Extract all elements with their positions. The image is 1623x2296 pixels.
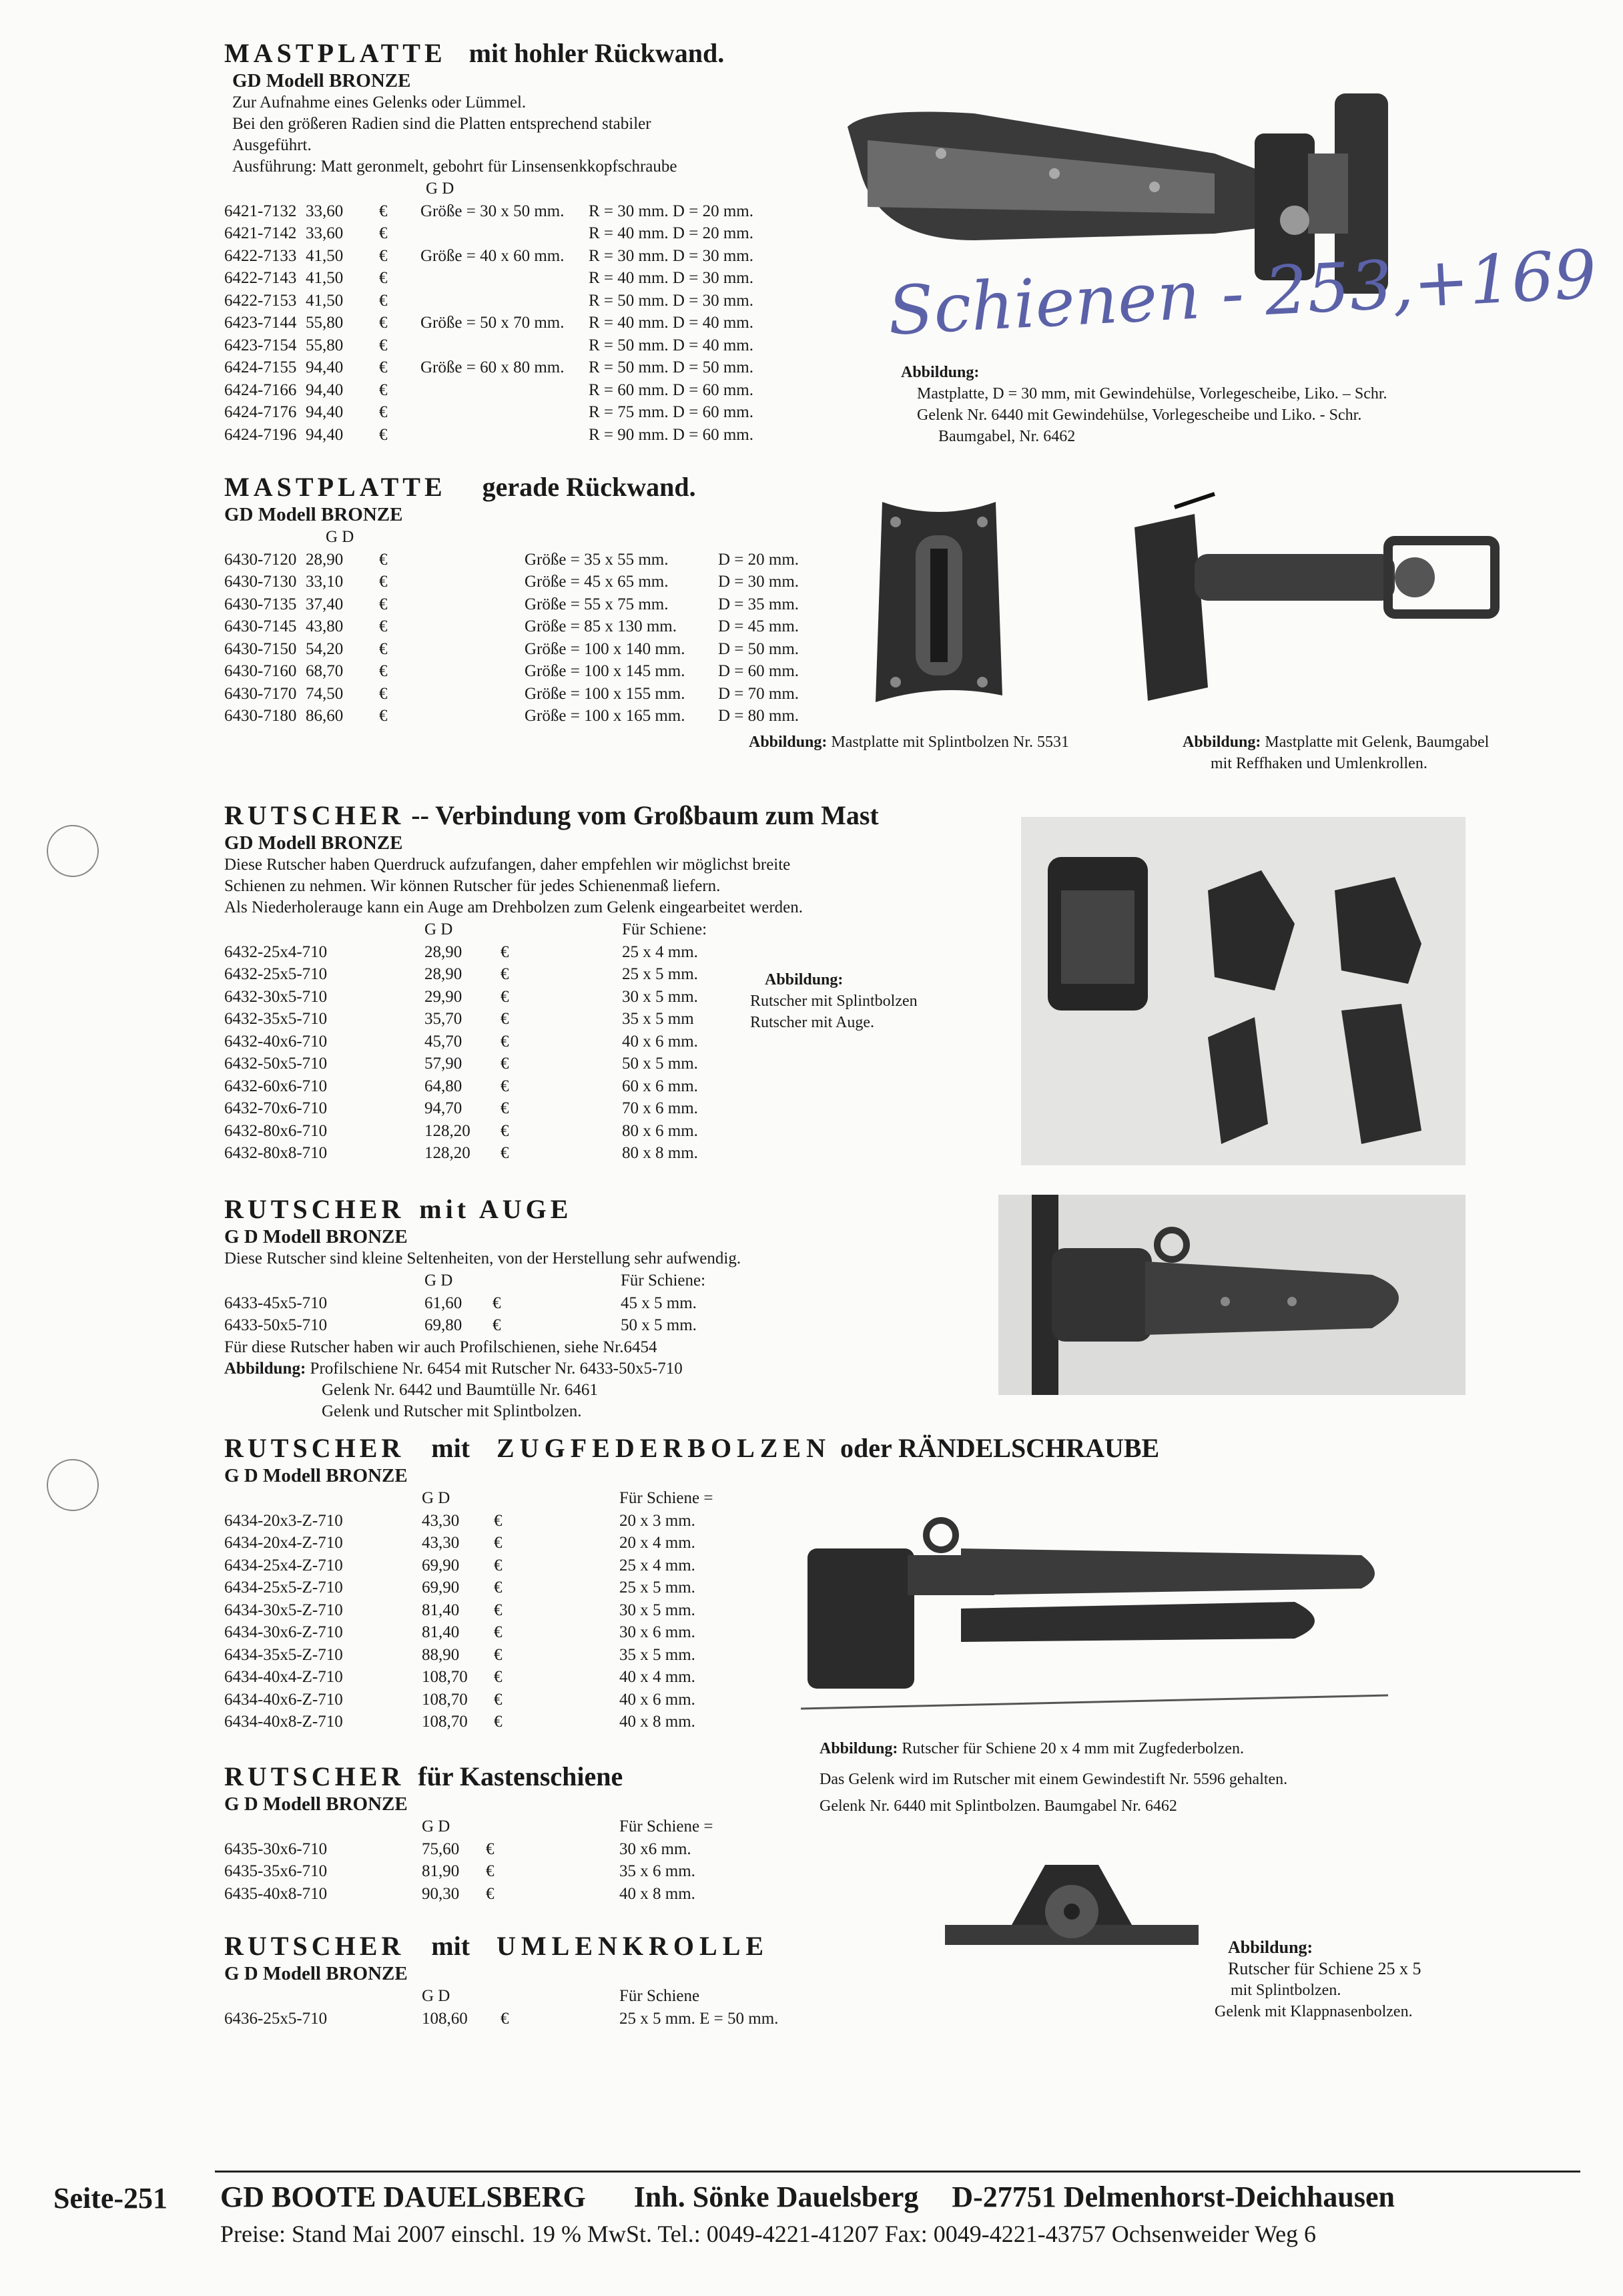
article-code: 6434-30x6-Z-710 [224, 1623, 343, 1641]
table-row [224, 290, 838, 312]
rail: 40 x 8 mm. [619, 1884, 695, 1903]
price: 75,60 [422, 1839, 460, 1858]
table-row [224, 222, 838, 245]
price: 41,50 [306, 291, 344, 310]
currency: € [379, 380, 388, 399]
article-code: 6430-7170 [224, 684, 297, 703]
rail: 80 x 8 mm. [622, 1144, 698, 1162]
currency: € [379, 314, 388, 332]
spec: R = 90 mm. D = 60 mm. [589, 425, 753, 444]
price: 45,70 [424, 1032, 462, 1051]
price: 28,90 [306, 550, 344, 569]
price: 94,40 [306, 380, 344, 399]
article-code: 6432-25x5-710 [224, 965, 328, 983]
article-code: 6433-45x5-710 [224, 1294, 328, 1312]
currency: € [494, 1601, 503, 1619]
section-mastplatte-straight [224, 471, 838, 728]
price: 43,80 [306, 617, 344, 635]
spec: D = 60 mm. [718, 662, 799, 680]
article-code: 6434-30x5-Z-710 [224, 1601, 343, 1619]
description: Diese Rutscher sind kleine Seltenheiten, von der Herstellung sehr aufwendig. [224, 1249, 741, 1267]
article-code: 6422-7153 [224, 291, 297, 310]
rail: 45 x 5 mm. [621, 1294, 697, 1312]
article-code: 6434-40x8-Z-710 [224, 1713, 343, 1731]
price: 57,90 [424, 1055, 462, 1073]
table-row [224, 1075, 992, 1098]
article-code: 6432-35x5-710 [224, 1010, 328, 1028]
currency: € [379, 291, 388, 310]
table-row [224, 1097, 992, 1120]
rail: 50 x 5 mm. [621, 1316, 697, 1334]
currency: € [501, 1055, 509, 1073]
table-row [224, 1142, 992, 1165]
currency: € [494, 1713, 503, 1731]
column-header: G D Für Schiene = [422, 1489, 713, 1507]
article-code: 6424-7176 [224, 403, 297, 421]
rail: 40 x 6 mm. [622, 1032, 698, 1051]
section-rutscher-auge [224, 1193, 1025, 1422]
price: 88,90 [422, 1645, 460, 1664]
article-code: 6434-20x3-Z-710 [224, 1511, 343, 1530]
size: Größe = 60 x 80 mm. [420, 358, 565, 376]
table-row [224, 1120, 992, 1143]
rail: 25 x 4 mm. [619, 1556, 695, 1574]
product-photo-rutscher-auge [998, 1195, 1466, 1395]
article-code: 6432-25x4-710 [224, 942, 328, 961]
article-code: 6424-7166 [224, 380, 297, 399]
price: 86,60 [306, 707, 344, 725]
article-code: 6430-7130 [224, 573, 297, 591]
model-line: GD Modell BRONZE [224, 832, 403, 854]
rail: 60 x 6 mm. [622, 1077, 698, 1095]
column-header: G D Für Schiene: [424, 1271, 706, 1289]
model-line: G D Modell BRONZE [224, 1465, 408, 1486]
product-photo-mastplatte-splintbolzen [869, 495, 1009, 709]
spec: R = 40 mm. D = 40 mm. [589, 314, 753, 332]
section-title: RUTSCHER mit AUGE [224, 1194, 573, 1224]
price-table [224, 1838, 838, 1906]
currency: € [379, 425, 388, 444]
caption-mastplatte-gelenk: Abbildung: Mastplatte mit Gelenk, Baumgabel mit Reffhaken und Umlenkrollen. [1183, 734, 1490, 772]
currency: € [494, 1623, 503, 1641]
rail: 20 x 3 mm. [619, 1511, 695, 1530]
table-row [224, 638, 838, 661]
caption-mastplatte-splintbolzen: Abbildung: Mastplatte mit Splintbolzen Nr. 5531 [749, 734, 1070, 751]
currency: € [494, 1511, 503, 1530]
price: 54,20 [306, 639, 344, 658]
product-photo-rutscher-zugfeder [787, 1508, 1401, 1722]
price: 33,10 [306, 573, 344, 591]
product-photo-mastplatte-gelenk-baumgabel [1108, 487, 1522, 707]
rail: 80 x 6 mm. [622, 1121, 698, 1140]
currency: € [379, 246, 388, 265]
table-row [224, 312, 838, 334]
description: Zur Aufnahme eines Gelenks oder Lümmel. Bei den größeren Radien sind die Platten entsprechend stabiler Ausgeführt. Ausführung: Matt geronmelt, gebohrt für Linsensenkkopfschraube [232, 93, 677, 176]
article-code: 6435-35x6-710 [224, 1862, 328, 1880]
price-table [224, 2008, 958, 2030]
currency: € [501, 1032, 509, 1051]
price: 108,70 [422, 1668, 468, 1686]
table-row [224, 379, 838, 402]
price: 108,60 [422, 2009, 468, 2028]
size: Größe = 100 x 145 mm. [525, 662, 685, 680]
column-header: G D [326, 528, 354, 546]
price: 28,90 [424, 942, 462, 961]
article-code: 6430-7160 [224, 662, 297, 680]
price: 94,40 [306, 425, 344, 444]
spec: D = 20 mm. [718, 550, 799, 569]
rail: 25 x 5 mm. [622, 965, 698, 983]
table-row [224, 1860, 838, 1883]
article-code: 6436-25x5-710 [224, 2009, 328, 2028]
price: 33,60 [306, 202, 344, 220]
currency: € [493, 1316, 501, 1334]
page-number: Seite-251 [53, 2182, 168, 2215]
description: Diese Rutscher haben Querdruck aufzufangen, daher empfehlen wir möglichst breite Schienen zu nehmen. Wir können Rutscher für jedes Schienenmaß liefern. Als Niederholerauge kann ein Auge am Drehbolzen zum Gelenk eingearbeitet werden. [224, 856, 803, 916]
currency: € [379, 662, 388, 680]
currency: € [494, 1645, 503, 1664]
rail: 40 x 8 mm. [619, 1713, 695, 1731]
caption-rutscher: Abbildung: Rutscher mit Splintbolzen Rutscher mit Auge. [750, 971, 918, 1031]
currency: € [486, 1884, 495, 1903]
article-code: 6430-7150 [224, 639, 297, 658]
spec: D = 70 mm. [718, 684, 799, 703]
table-row [224, 549, 838, 571]
caption-rutscher-zugfeder: Abbildung: Rutscher für Schiene 20 x 4 mm mit Zugfederbolzen. Das Gelenk wird im Rutscher mit einem Gewindestift Nr. 5596 gehalten. Gelenk Nr. 6440 mit Splintbolzen. Baumgabel Nr. 6462 [820, 1740, 1288, 1815]
currency: € [501, 1144, 509, 1162]
price: 61,60 [424, 1294, 462, 1312]
article-code: 6432-40x6-710 [224, 1032, 328, 1051]
currency: € [501, 1077, 509, 1095]
article-code: 6430-7180 [224, 707, 297, 725]
section-title: MASTPLATTE mit hohler Rückwand. [224, 38, 725, 68]
spec: R = 30 mm. D = 30 mm. [589, 246, 753, 265]
price: 81,40 [422, 1601, 460, 1619]
price: 29,90 [424, 987, 462, 1006]
spec: D = 30 mm. [718, 573, 799, 591]
article-code: 6432-70x6-710 [224, 1099, 328, 1117]
table-row [224, 356, 838, 379]
price: 108,70 [422, 1690, 468, 1709]
table-row [224, 424, 838, 447]
product-photo-rutscher-umlenkrolle [945, 1851, 1199, 1978]
currency: € [494, 1668, 503, 1686]
currency: € [493, 1294, 501, 1312]
currency: € [501, 1010, 509, 1028]
price: 128,20 [424, 1144, 470, 1162]
currency: € [501, 942, 509, 961]
price: 94,70 [424, 1099, 462, 1117]
rail: 40 x 6 mm. [619, 1690, 695, 1709]
price: 128,20 [424, 1121, 470, 1140]
size: Größe = 100 x 165 mm. [525, 707, 685, 725]
price: 69,90 [422, 1556, 460, 1574]
price-table [224, 200, 838, 447]
currency: € [501, 987, 509, 1006]
currency: € [379, 684, 388, 703]
table-row [224, 571, 838, 593]
size: Größe = 40 x 60 mm. [420, 246, 565, 265]
size: Größe = 85 x 130 mm. [525, 617, 677, 635]
spec: R = 30 mm. D = 20 mm. [589, 202, 753, 220]
spec: R = 40 mm. D = 30 mm. [589, 269, 753, 287]
rail: 30 x 5 mm. [622, 987, 698, 1006]
currency: € [379, 550, 388, 569]
section-mastplatte-hollow [224, 37, 838, 446]
section-rutscher-kasten [224, 1761, 838, 1905]
currency: € [379, 639, 388, 658]
rail: 35 x 6 mm. [619, 1862, 695, 1880]
spec: D = 35 mm. [718, 595, 799, 613]
price: 35,70 [424, 1010, 462, 1028]
price: 81,40 [422, 1623, 460, 1641]
caption-rutscher-umlenkrolle: Abbildung: Rutscher für Schiene 25 x 5 mit Splintbolzen. Gelenk mit Klappnasenbolzen. [1215, 1938, 1421, 2020]
rail: 35 x 5 mm. [619, 1645, 695, 1664]
model-line: GD Modell BRONZE [232, 70, 411, 91]
currency: € [486, 1839, 495, 1858]
article-code: 6435-40x8-710 [224, 1884, 328, 1903]
price: 41,50 [306, 269, 344, 287]
article-code: 6422-7143 [224, 269, 297, 287]
currency: € [379, 358, 388, 376]
article-code: 6423-7144 [224, 314, 297, 332]
price: 69,90 [422, 1579, 460, 1597]
section-title: RUTSCHER -- Verbindung vom Großbaum zum Mast [224, 800, 879, 830]
price: 69,80 [424, 1316, 462, 1334]
spec: R = 60 mm. D = 60 mm. [589, 380, 753, 399]
currency: € [379, 403, 388, 421]
spec: R = 75 mm. D = 60 mm. [589, 403, 753, 421]
price: 74,50 [306, 684, 344, 703]
currency: € [379, 202, 388, 220]
currency: € [501, 1121, 509, 1140]
size: Größe = 55 x 75 mm. [525, 595, 669, 613]
rail: 25 x 5 mm. [619, 1579, 695, 1597]
article-code: 6434-25x5-Z-710 [224, 1579, 343, 1597]
currency: € [379, 573, 388, 591]
punch-hole [47, 825, 99, 877]
model-line: G D Modell BRONZE [224, 1793, 408, 1815]
section-title: RUTSCHER mit UMLENKROLLE [224, 1931, 769, 1961]
currency: € [494, 1690, 503, 1709]
table-row [224, 2008, 958, 2030]
currency: € [501, 1099, 509, 1117]
rail: 20 x 4 mm. [619, 1534, 695, 1552]
rail: 40 x 4 mm. [619, 1668, 695, 1686]
column-header: G D Für Schiene: [424, 920, 707, 938]
table-row [224, 615, 838, 638]
price-table [224, 549, 838, 728]
currency: € [379, 269, 388, 287]
size: Größe = 45 x 65 mm. [525, 573, 669, 591]
section-rutscher-umlenkrolle [224, 1930, 958, 2030]
size: Größe = 50 x 70 mm. [420, 314, 565, 332]
table-row [224, 267, 838, 290]
footer-contact: Preise: Stand Mai 2007 einschl. 19 % MwSt. Tel.: 0049-4221-41207 Fax: 0049-4221-43757 Ochsenweider Weg 6 [220, 2221, 1317, 2247]
price: 90,30 [422, 1884, 460, 1903]
price: 28,90 [424, 965, 462, 983]
price: 41,50 [306, 246, 344, 265]
currency: € [486, 1862, 495, 1880]
table-row [224, 1292, 1025, 1315]
caption-mastplatte-hollow: Abbildung: Mastplatte, D = 30 mm, mit Gewindehülse, Vorlegescheibe, Liko. – Schr. Gelenk Nr. 6440 mit Gewindehülse, Vorlegescheibe und Liko. - Schr. Baumgabel, Nr. 6462 [901, 364, 1387, 445]
article-code: 6434-20x4-Z-710 [224, 1534, 343, 1552]
article-code: 6432-50x5-710 [224, 1055, 328, 1073]
article-code: 6421-7142 [224, 224, 297, 242]
currency: € [501, 965, 509, 983]
article-code: 6424-7155 [224, 358, 297, 376]
spec: D = 45 mm. [718, 617, 799, 635]
currency: € [379, 595, 388, 613]
rail: 30 x6 mm. [619, 1839, 691, 1858]
currency: € [501, 2009, 509, 2028]
price: 64,80 [424, 1077, 462, 1095]
currency: € [494, 1534, 503, 1552]
table-row [224, 1838, 838, 1861]
section-title: MASTPLATTE gerade Rückwand. [224, 472, 696, 502]
article-code: 6432-80x8-710 [224, 1144, 328, 1162]
price: 55,80 [306, 336, 344, 354]
spec: R = 50 mm. D = 30 mm. [589, 291, 753, 310]
table-row [224, 705, 838, 728]
article-code: 6435-30x6-710 [224, 1839, 328, 1858]
article-code: 6423-7154 [224, 336, 297, 354]
spec: D = 50 mm. [718, 639, 799, 658]
rail: 25 x 5 mm. E = 50 mm. [619, 2009, 779, 2028]
model-line: G D Modell BRONZE [224, 1963, 408, 1984]
article-code: 6434-40x4-Z-710 [224, 1668, 343, 1686]
table-row [224, 1883, 838, 1906]
section-title: RUTSCHER mit ZUGFEDERBOLZEN oder RÄNDELSCHRAUBE [224, 1433, 1160, 1463]
product-photo-rutscher [1021, 817, 1466, 1165]
article-code: 6430-7135 [224, 595, 297, 613]
article-code: 6433-50x5-710 [224, 1316, 328, 1334]
currency: € [494, 1556, 503, 1574]
currency: € [379, 617, 388, 635]
rail: 50 x 5 mm. [622, 1055, 698, 1073]
price: 94,40 [306, 403, 344, 421]
price: 43,30 [422, 1511, 460, 1530]
table-row [224, 1053, 992, 1075]
table-row [224, 1314, 1025, 1337]
rail: 25 x 4 mm. [622, 942, 698, 961]
price: 81,90 [422, 1862, 460, 1880]
punch-hole [47, 1459, 99, 1511]
column-header: G D Für Schiene = [422, 1817, 713, 1835]
article-code: 6421-7132 [224, 202, 297, 220]
table-row [224, 660, 838, 683]
table-row [224, 200, 838, 223]
price: 55,80 [306, 314, 344, 332]
article-code: 6432-30x5-710 [224, 987, 328, 1006]
column-header: G D Für Schiene [422, 1987, 700, 2005]
spec: R = 50 mm. D = 40 mm. [589, 336, 753, 354]
footer-rule [215, 2171, 1580, 2173]
rail: 30 x 6 mm. [619, 1623, 695, 1641]
currency: € [379, 707, 388, 725]
article-code: 6434-40x6-Z-710 [224, 1690, 343, 1709]
rail: 35 x 5 mm [622, 1010, 694, 1028]
spec: R = 50 mm. D = 50 mm. [589, 358, 753, 376]
size: Größe = 30 x 50 mm. [420, 202, 565, 220]
spec: D = 80 mm. [718, 707, 799, 725]
model-line: GD Modell BRONZE [224, 504, 403, 525]
price: 108,70 [422, 1713, 468, 1731]
table-row [224, 1031, 992, 1053]
size: Größe = 100 x 140 mm. [525, 639, 685, 658]
article-code: 6422-7133 [224, 246, 297, 265]
rail: 70 x 6 mm. [622, 1099, 698, 1117]
footer-company: GD BOOTE DAUELSBERG Inh. Sönke Dauelsberg D-27751 Delmenhorst-Deichhausen [220, 2181, 1395, 2213]
column-header: G D [426, 180, 454, 198]
model-line: G D Modell BRONZE [224, 1226, 408, 1247]
table-row [224, 593, 838, 616]
price: 37,40 [306, 595, 344, 613]
article-code: 6432-60x6-710 [224, 1077, 328, 1095]
price: 94,40 [306, 358, 344, 376]
section-title: RUTSCHER für Kastenschiene [224, 1761, 623, 1791]
article-code: 6424-7196 [224, 425, 297, 444]
table-row [224, 245, 838, 268]
currency: € [379, 224, 388, 242]
caption-rutscher-auge: Abbildung: Profilschiene Nr. 6454 mit Rutscher Nr. 6433-50x5-710 Gelenk Nr. 6442 und Baumtülle Nr. 6461 Gelenk und Rutscher mit Splintbolzen. [224, 1359, 683, 1420]
price: 43,30 [422, 1534, 460, 1552]
currency: € [494, 1579, 503, 1597]
price: 68,70 [306, 662, 344, 680]
table-row [224, 401, 838, 424]
size: Größe = 35 x 55 mm. [525, 550, 669, 569]
size: Größe = 100 x 155 mm. [525, 684, 685, 703]
article-code: 6430-7120 [224, 550, 297, 569]
table-row [224, 941, 992, 964]
rail: 30 x 5 mm. [619, 1601, 695, 1619]
spec: R = 40 mm. D = 20 mm. [589, 224, 753, 242]
article-code: 6432-80x6-710 [224, 1121, 328, 1140]
currency: € [379, 336, 388, 354]
article-code: 6430-7145 [224, 617, 297, 635]
note: Für diese Rutscher haben wir auch Profilschienen, siehe Nr.6454 [224, 1338, 657, 1356]
price: 33,60 [306, 224, 344, 242]
handwritten-note: Schienen - 253,+169 [886, 235, 1599, 350]
table-row [224, 334, 838, 357]
article-code: 6434-35x5-Z-710 [224, 1645, 343, 1664]
table-row [224, 683, 838, 705]
price-table [224, 1292, 1025, 1337]
article-code: 6434-25x4-Z-710 [224, 1556, 343, 1574]
